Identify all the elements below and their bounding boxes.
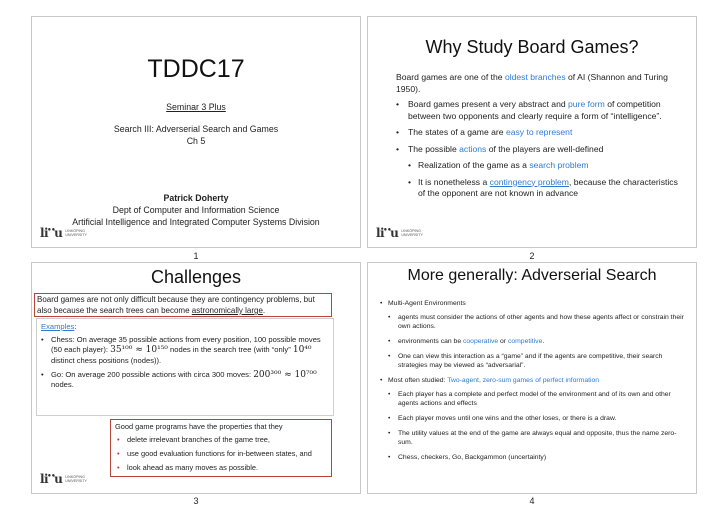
page-number-4: 4 xyxy=(529,496,535,506)
slide-2-body xyxy=(396,72,678,205)
example-chess: • Chess: On average 35 possible actions from every position, 100 possible moves (50 each player): 35¹⁰⁰ ≈ 10¹⁵⁰ nodes in the search tree (with “only” 10⁴⁰ distinct chess positions (nodes)). xyxy=(41,335,329,366)
gp-item-lookahead: • look ahead as many moves as possible. xyxy=(115,463,327,473)
slide-4 xyxy=(367,262,697,494)
sub-bullet-win-lose: • Each player moves until one wins and the other loses, or there is a draw. xyxy=(388,414,684,423)
bullet-multi-agent: • Multi-Agent Environments • agents must consider the actions of other agents and how these agents affect or constrain their own actions. • environments can be cooperative or competitive. • One can view this interaction as a “game” and if the agents are competitive, their search strategies may be viewed as “adversarial”. xyxy=(380,299,684,370)
gp-item-evaluation: • use good evaluation functions for in-between states, and xyxy=(115,449,327,459)
page-number-3: 3 xyxy=(193,496,199,506)
liu-logo: li••u LINKÖPING UNIVERSITY xyxy=(40,471,87,486)
game-programs-box xyxy=(110,419,332,477)
slide-3 xyxy=(31,262,361,494)
division: Artificial Intelligence and Integrated Computer Systems Division xyxy=(72,217,320,227)
liu-logo-mark: li••u xyxy=(376,225,399,240)
liu-logo: li••u LINKÖPING UNIVERSITY xyxy=(40,225,87,240)
page-number-1: 1 xyxy=(193,251,199,261)
slide-1-title: TDDC17 xyxy=(147,55,245,83)
seminar-label: Seminar 3 Plus xyxy=(166,102,226,112)
sub-bullet-search-problem: • Realization of the game as a search problem xyxy=(408,160,678,172)
bullet-states: • The states of a game are easy to represent xyxy=(396,127,678,139)
sub-bullet-zero-sum: • The utility values at the end of the game are always equal and opposite, thus the name zero-sum. xyxy=(388,429,684,447)
slide-2-intro: Board games are one of the oldest branches of AI (Shannon and Turing 1950). xyxy=(396,72,668,94)
sub-bullet-cooperative: • environments can be cooperative or competitive. xyxy=(388,337,684,346)
liu-logo-mark: li••u xyxy=(40,471,63,486)
bullet-most-studied: • Most often studied: Two-agent, zero-sum games of perfect information • Each player has a complete and perfect model of the environment and of its own and other agents actions and effects • Each player moves until one wins and the other loses, or there is a draw. • The utility values at the end of the game are always equal and opposite, thus the name zero-sum. • Chess, checkers, Go, Backgammon (uncertainty) xyxy=(380,376,684,462)
chapter-label: Ch 5 xyxy=(186,136,206,146)
liu-logo-mark: li••u xyxy=(40,225,63,240)
challenges-intro-box: Board games are not only difficult because they are contingency problems, but also because the search trees can become astronomically large. xyxy=(34,293,332,317)
slide-2 xyxy=(367,16,697,248)
department: Dept of Computer and Information Science xyxy=(112,205,280,215)
sub-bullet-agents-consider: • agents must consider the actions of other agents and how these agents affect or constrain their own actions. xyxy=(388,313,684,331)
page-number-2: 2 xyxy=(529,251,535,261)
example-go: • Go: On average 200 possible actions with circa 300 moves: 200³⁰⁰ ≈ 10⁷⁰⁰ nodes. xyxy=(41,370,329,390)
slide-4-body xyxy=(380,299,684,468)
slide-3-title: Challenges xyxy=(150,267,242,287)
examples-box xyxy=(36,318,334,416)
examples-label: Examples: xyxy=(41,322,77,331)
slide-4-title: More generally: Adverserial Search xyxy=(407,267,657,284)
sub-bullet-perfect-model: • Each player has a complete and perfect model of the environment and of its own and other agents actions and effects xyxy=(388,390,684,408)
slide-1-subtitle: Search III: Adverserial Search and Games xyxy=(113,124,279,134)
slide-2-title: Why Study Board Games? xyxy=(425,37,639,57)
gp-item-delete: • delete irrelevant branches of the game tree, xyxy=(115,435,327,445)
bullet-pure-form: • Board games present a very abstract and pure form of competition between two opponents and clearly require a form of “intelligence”. xyxy=(396,99,678,122)
author-name: Patrick Doherty xyxy=(163,193,229,203)
sub-bullet-examples: • Chess, checkers, Go, Backgammon (uncertainty) xyxy=(388,453,684,462)
sub-bullet-contingency: • It is nonetheless a contingency problem, because the characteristics of the opponent are not known in advance xyxy=(408,177,678,200)
bullet-actions: • The possible actions of the players are well-defined • Realization of the game as a search problem • It is nonetheless a contingency problem, because the characteristics of the opponent are not known in advance xyxy=(396,144,678,200)
liu-logo: li••u LINKÖPING UNIVERSITY xyxy=(376,225,423,240)
game-programs-intro: Good game programs have the properties that they xyxy=(115,422,283,431)
slide-1 xyxy=(31,16,361,248)
sub-bullet-game-view: • One can view this interaction as a “game” and if the agents are competitive, their search strategies may be viewed as “adversarial”. xyxy=(388,352,684,370)
